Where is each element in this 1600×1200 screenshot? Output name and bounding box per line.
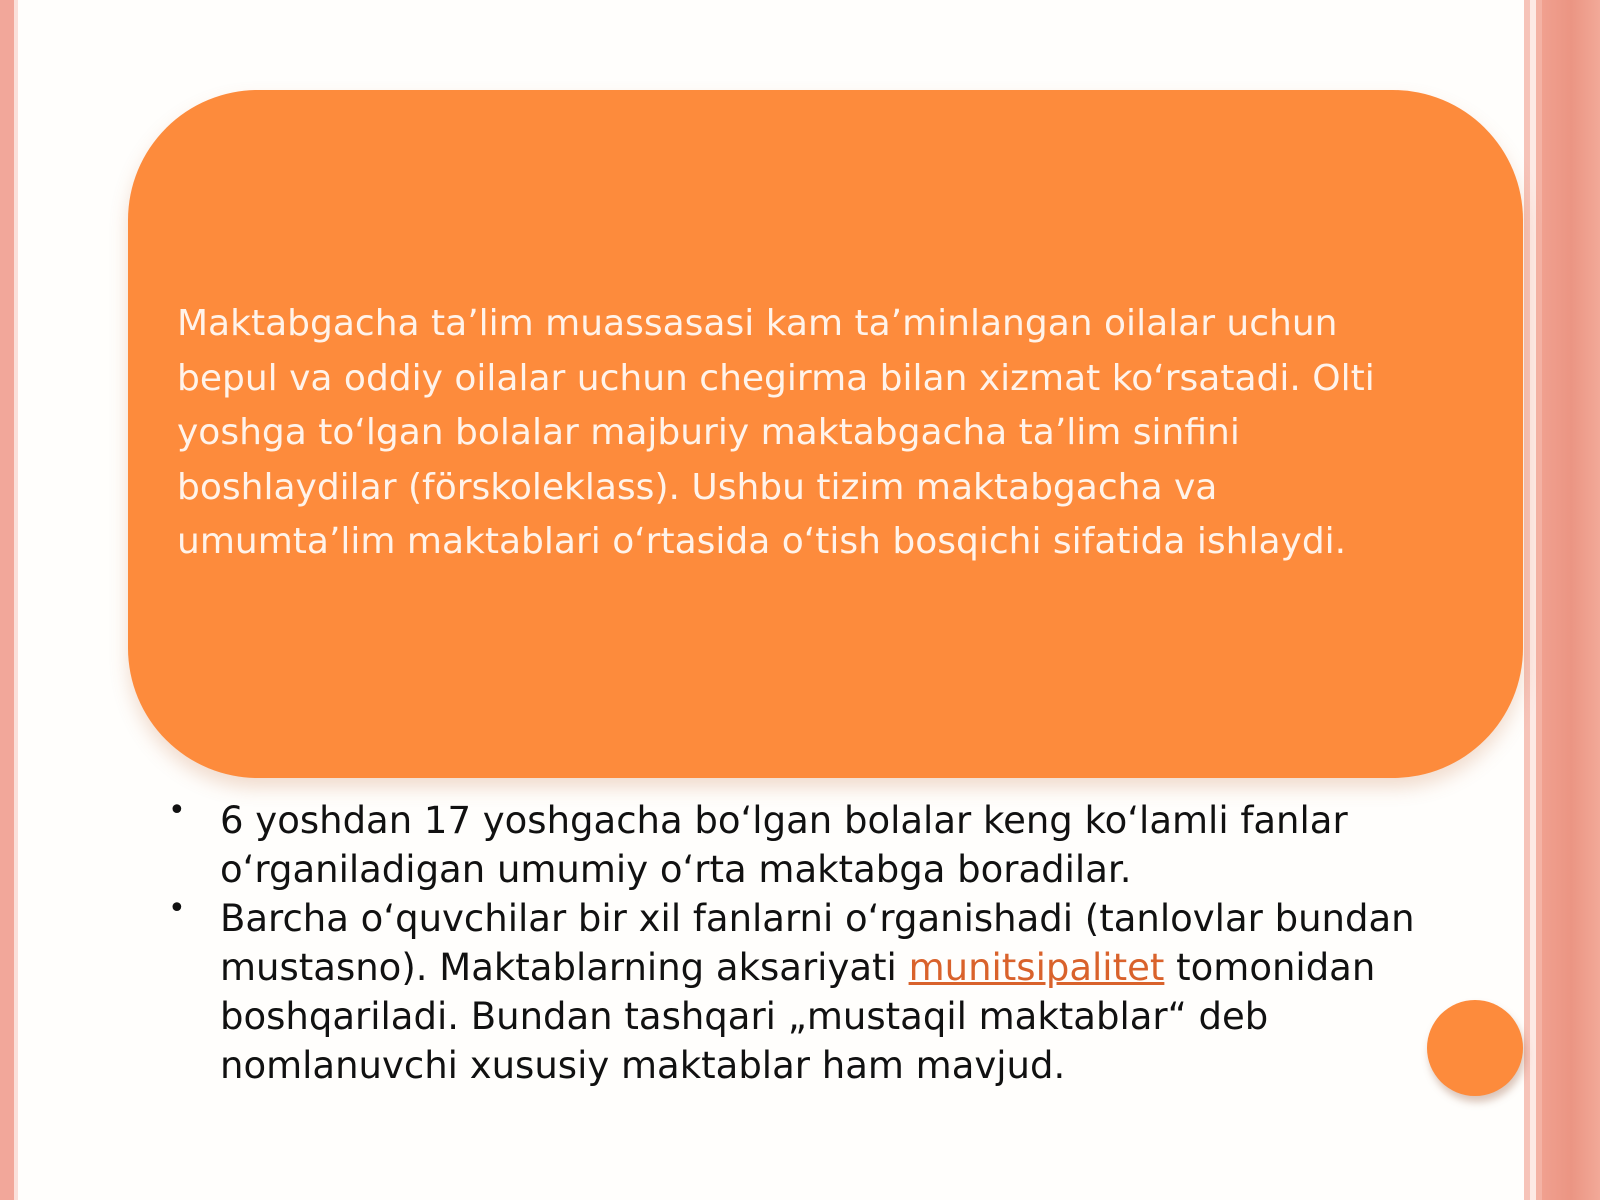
left-border	[0, 0, 14, 1200]
bullet-list	[160, 793, 1430, 1090]
left-border-inner	[14, 0, 18, 1200]
bullet-marker: •	[168, 891, 186, 926]
bullet-text: 6 yoshdan 17 yoshgacha bo‘lgan bolalar keng ko‘lamli fanlar o‘rganiladigan umumiy o‘rta maktabga boradilar.	[220, 799, 1348, 891]
bullet-marker: •	[168, 793, 186, 828]
bullet-text-start: Barcha o‘quvchilar bir xil fanlarni o‘rganishadi (tanlovlar bundan mustasno). Maktablarning aksariyati	[220, 897, 1415, 989]
right-border-band	[1542, 0, 1600, 1200]
list-item	[160, 793, 1430, 894]
munitsipalitet-link[interactable]: munitsipalitet	[908, 946, 1165, 989]
list-item	[160, 891, 1430, 1090]
orange-circle-decoration	[1427, 1000, 1523, 1096]
bullet-text-end: tomonidan boshqariladi. Bundan tashqari „mustaqil maktablar“ deb nomlanuvchi xususiy maktablar ham mavjud.	[220, 946, 1376, 1087]
box-paragraph: Maktabgacha ta’lim muassasasi kam ta’minlangan oilalar uchun bepul va oddiy oilalar uchun chegirma bilan xizmat ko‘rsatadi. Olti yoshga to‘lgan bolalar majburiy maktabgacha ta’lim sinfini boshlaydilar (förskoleklass). Ushbu tizim maktabgacha va umumta’lim maktablari o‘rtasida o‘tish bosqichi sifatida ishlaydi.	[177, 303, 1375, 562]
